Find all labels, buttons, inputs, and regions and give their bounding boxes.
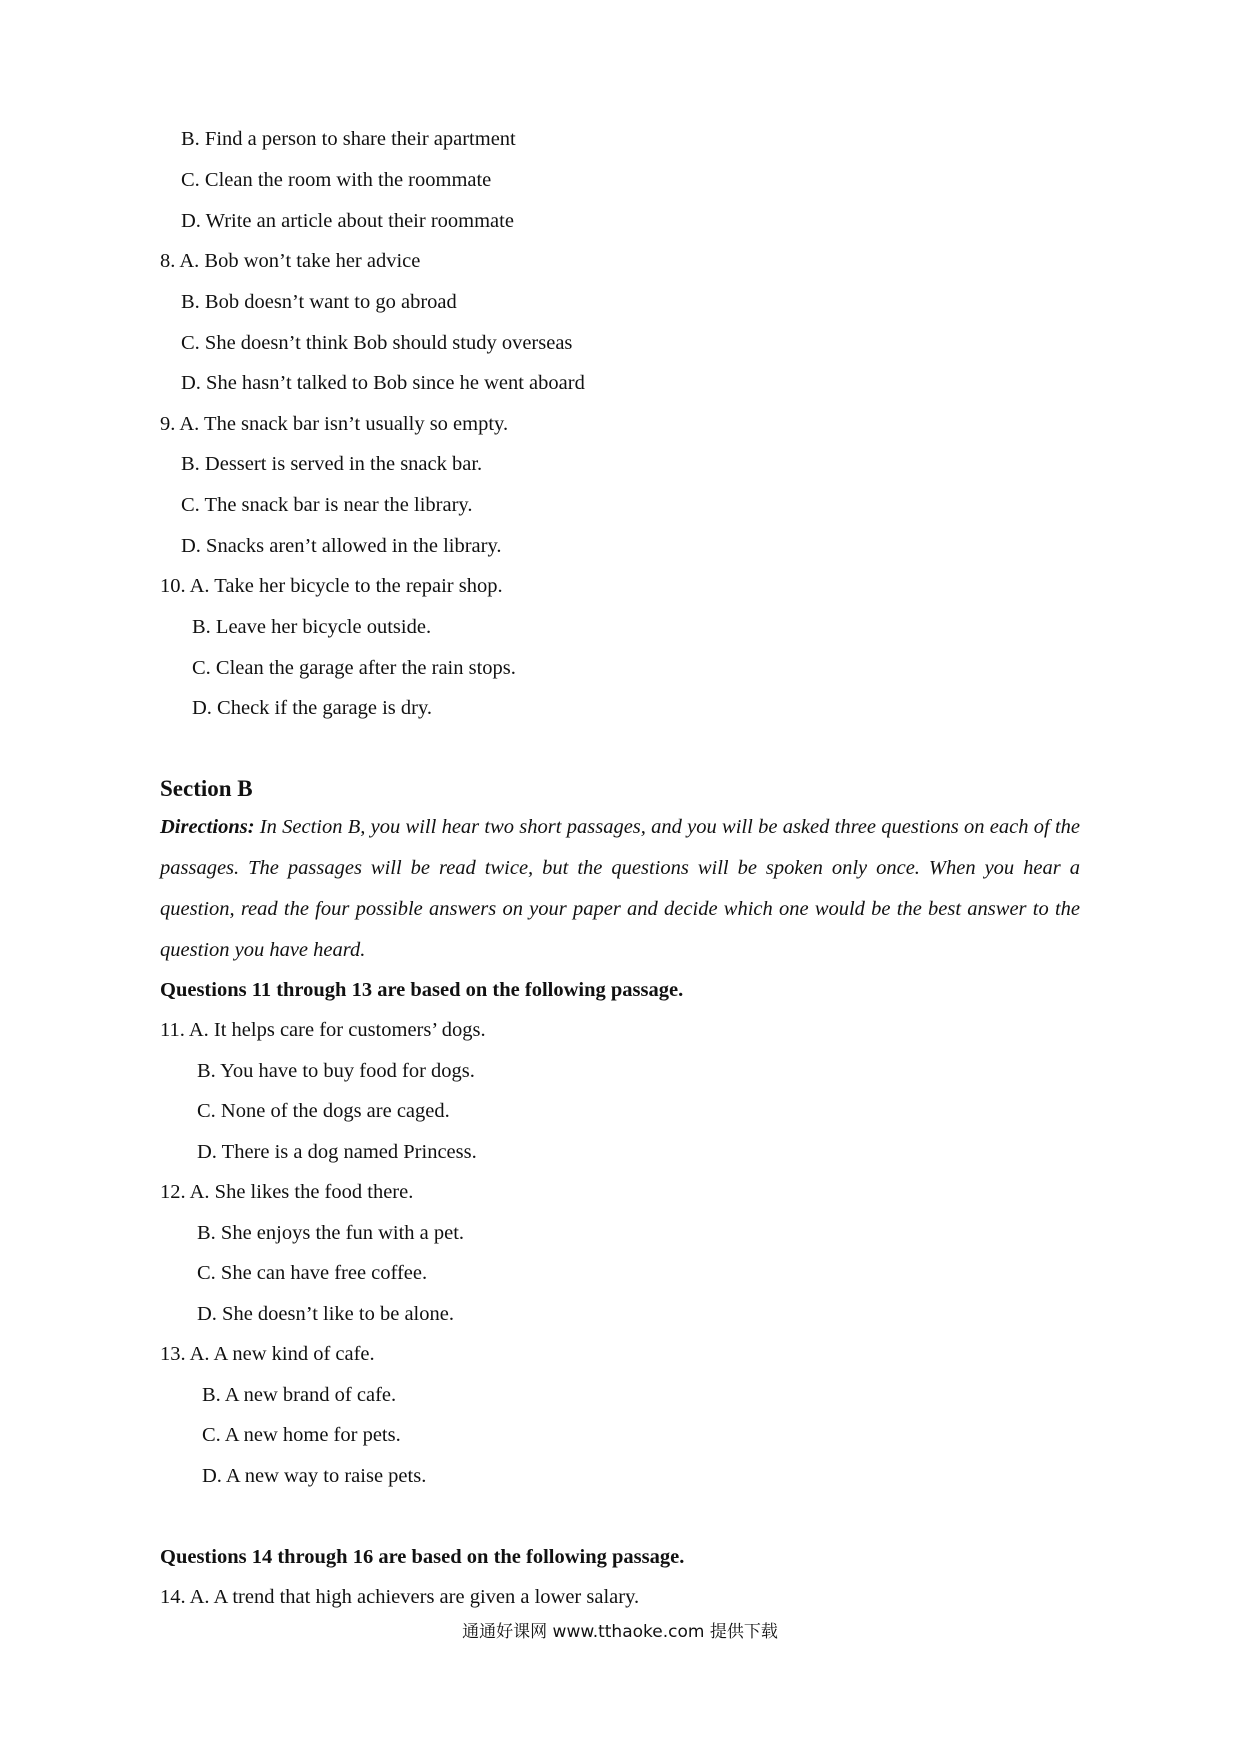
questions-11-13-header: Questions 11 through 13 are based on the following passage.: [160, 979, 684, 1001]
directions-label: Directions:: [160, 816, 255, 838]
q12-option-d: D. She doesn’t like to be alone.: [197, 1303, 454, 1325]
q14-option-a: 14. A. A trend that high achievers are given a lower salary.: [160, 1586, 640, 1608]
q7-option-b: B. Find a person to share their apartment: [181, 128, 516, 150]
q7-option-c: C. Clean the room with the roommate: [181, 169, 492, 191]
page-footer: 通通好课网 www.tthaoke.com 提供下载: [462, 1622, 778, 1642]
q11-option-d: D. There is a dog named Princess.: [197, 1141, 477, 1163]
q12-option-c: C. She can have free coffee.: [197, 1262, 428, 1284]
q8-option-a: 8. A. Bob won’t take her advice: [160, 250, 421, 272]
directions-text: In Section B, you will hear two short passages, and you will be asked three questions on each of the passages. The passages will be read twice, but the questions will be spoken only once. When you hear a question, read the four possible answers on your paper and decide which one would be the best answer to the question you have heard.: [160, 816, 1080, 961]
q13-option-a: 13. A. A new kind of cafe.: [160, 1343, 375, 1365]
section-b-title: Section B: [160, 776, 253, 801]
q13-option-b: B. A new brand of cafe.: [202, 1384, 397, 1406]
q8-option-d: D. She hasn’t talked to Bob since he went aboard: [181, 372, 585, 394]
q10-option-b: B. Leave her bicycle outside.: [192, 616, 432, 638]
q8-option-b: B. Bob doesn’t want to go abroad: [181, 291, 457, 313]
q9-option-a: 9. A. The snack bar isn’t usually so empty.: [160, 413, 509, 435]
q10-option-c: C. Clean the garage after the rain stops.: [192, 657, 516, 679]
questions-14-16-header: Questions 14 through 16 are based on the following passage.: [160, 1546, 685, 1568]
section-b-directions: [160, 807, 1080, 971]
q10-option-d: D. Check if the garage is dry.: [192, 697, 433, 719]
q12-option-a: 12. A. She likes the food there.: [160, 1181, 414, 1203]
q11-option-b: B. You have to buy food for dogs.: [197, 1060, 475, 1082]
q10-option-a: 10. A. Take her bicycle to the repair shop.: [160, 575, 503, 597]
q13-option-c: C. A new home for pets.: [202, 1424, 401, 1446]
q11-option-a: 11. A. It helps care for customers’ dogs.: [160, 1019, 486, 1041]
q9-option-d: D. Snacks aren’t allowed in the library.: [181, 535, 502, 557]
q13-option-d: D. A new way to raise pets.: [202, 1465, 427, 1487]
q9-option-b: B. Dessert is served in the snack bar.: [181, 453, 483, 475]
q8-option-c: C. She doesn’t think Bob should study overseas: [181, 332, 573, 354]
q11-option-c: C. None of the dogs are caged.: [197, 1100, 450, 1122]
q9-option-c: C. The snack bar is near the library.: [181, 494, 473, 516]
q7-option-d: D. Write an article about their roommate: [181, 210, 514, 232]
q12-option-b: B. She enjoys the fun with a pet.: [197, 1222, 465, 1244]
